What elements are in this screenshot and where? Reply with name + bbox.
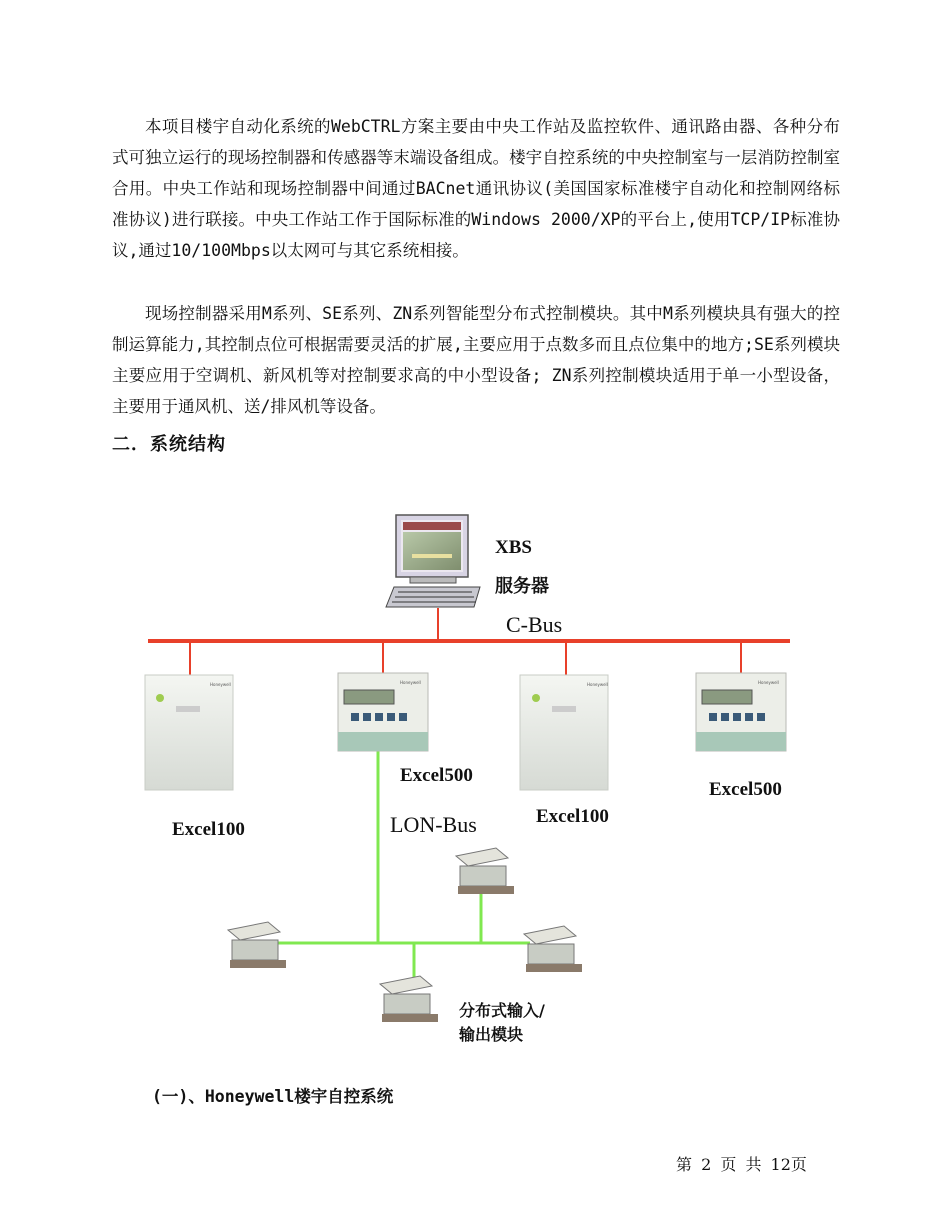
io-module-left	[228, 922, 286, 968]
io-module-right	[524, 926, 582, 972]
brand-text: Honeywell	[210, 682, 231, 687]
lon-bus-label: LON-Bus	[390, 812, 477, 837]
excel100-label-right: Excel100	[536, 806, 609, 827]
excel100-controller-right	[520, 675, 608, 790]
excel100-controller-left	[145, 675, 233, 790]
io-module-top	[456, 848, 514, 894]
excel500-label-right: Excel500	[709, 779, 782, 800]
io-module-label-2: 输出模块	[459, 1025, 524, 1044]
io-module-label-1: 分布式输入/	[459, 1001, 545, 1020]
paragraph-intro: 本项目楼宇自动化系统的WebCTRL方案主要由中央工作站及监控软件、通讯路由器、各种分布式可独立运行的现场控制器和传感器等末端设备组成。楼宇自控系统的中央控制室与一层消防控制室合用。中央工作站和现场控制器中间通过BACnet通讯协议(美国国家标准楼宇自动化和控制网络标准协议)进行联接。中央工作站工作于国际标准的Windows 2000/XP的平台上,使用TCP/IP标准协议,通过10/100Mbps以太网可与其它系统相接。	[112, 117, 840, 260]
excel500-controller-right	[696, 673, 786, 751]
excel100-label-left: Excel100	[172, 819, 245, 840]
server-computer-icon	[386, 515, 480, 607]
c-bus-label: C-Bus	[506, 612, 563, 637]
brand-text: Honeywell	[758, 680, 779, 685]
io-module-bottom	[380, 976, 438, 1022]
section-title: 二．系统结构	[112, 434, 226, 455]
paragraph-controllers: 现场控制器采用M系列、SE系列、ZN系列智能型分布式控制模块。其中M系列模块具有强大的控制运算能力,其控制点位可根据需要灵活的扩展,主要应用于点数多而且点位集中的地方;SE系列模块主要应用于空调机、新风机等对控制要求高的中小型设备; ZN系列控制模块适用于单一小型设备，主要用于通风机、送/排风机等设备。	[112, 304, 840, 416]
server-label-xbs: XBS	[495, 537, 532, 558]
subsection-title: (一)、Honeywell楼宇自控系统	[152, 1087, 394, 1106]
brand-text: Honeywell	[587, 682, 608, 687]
server-label-cn: 服务器	[495, 576, 549, 597]
page-footer: 第 2 页 共 12页	[676, 1155, 807, 1174]
brand-text: Honeywell	[400, 680, 421, 685]
system-architecture-diagram	[0, 470, 950, 1070]
excel500-controller-center	[338, 673, 428, 751]
excel500-label-center: Excel500	[400, 765, 473, 786]
